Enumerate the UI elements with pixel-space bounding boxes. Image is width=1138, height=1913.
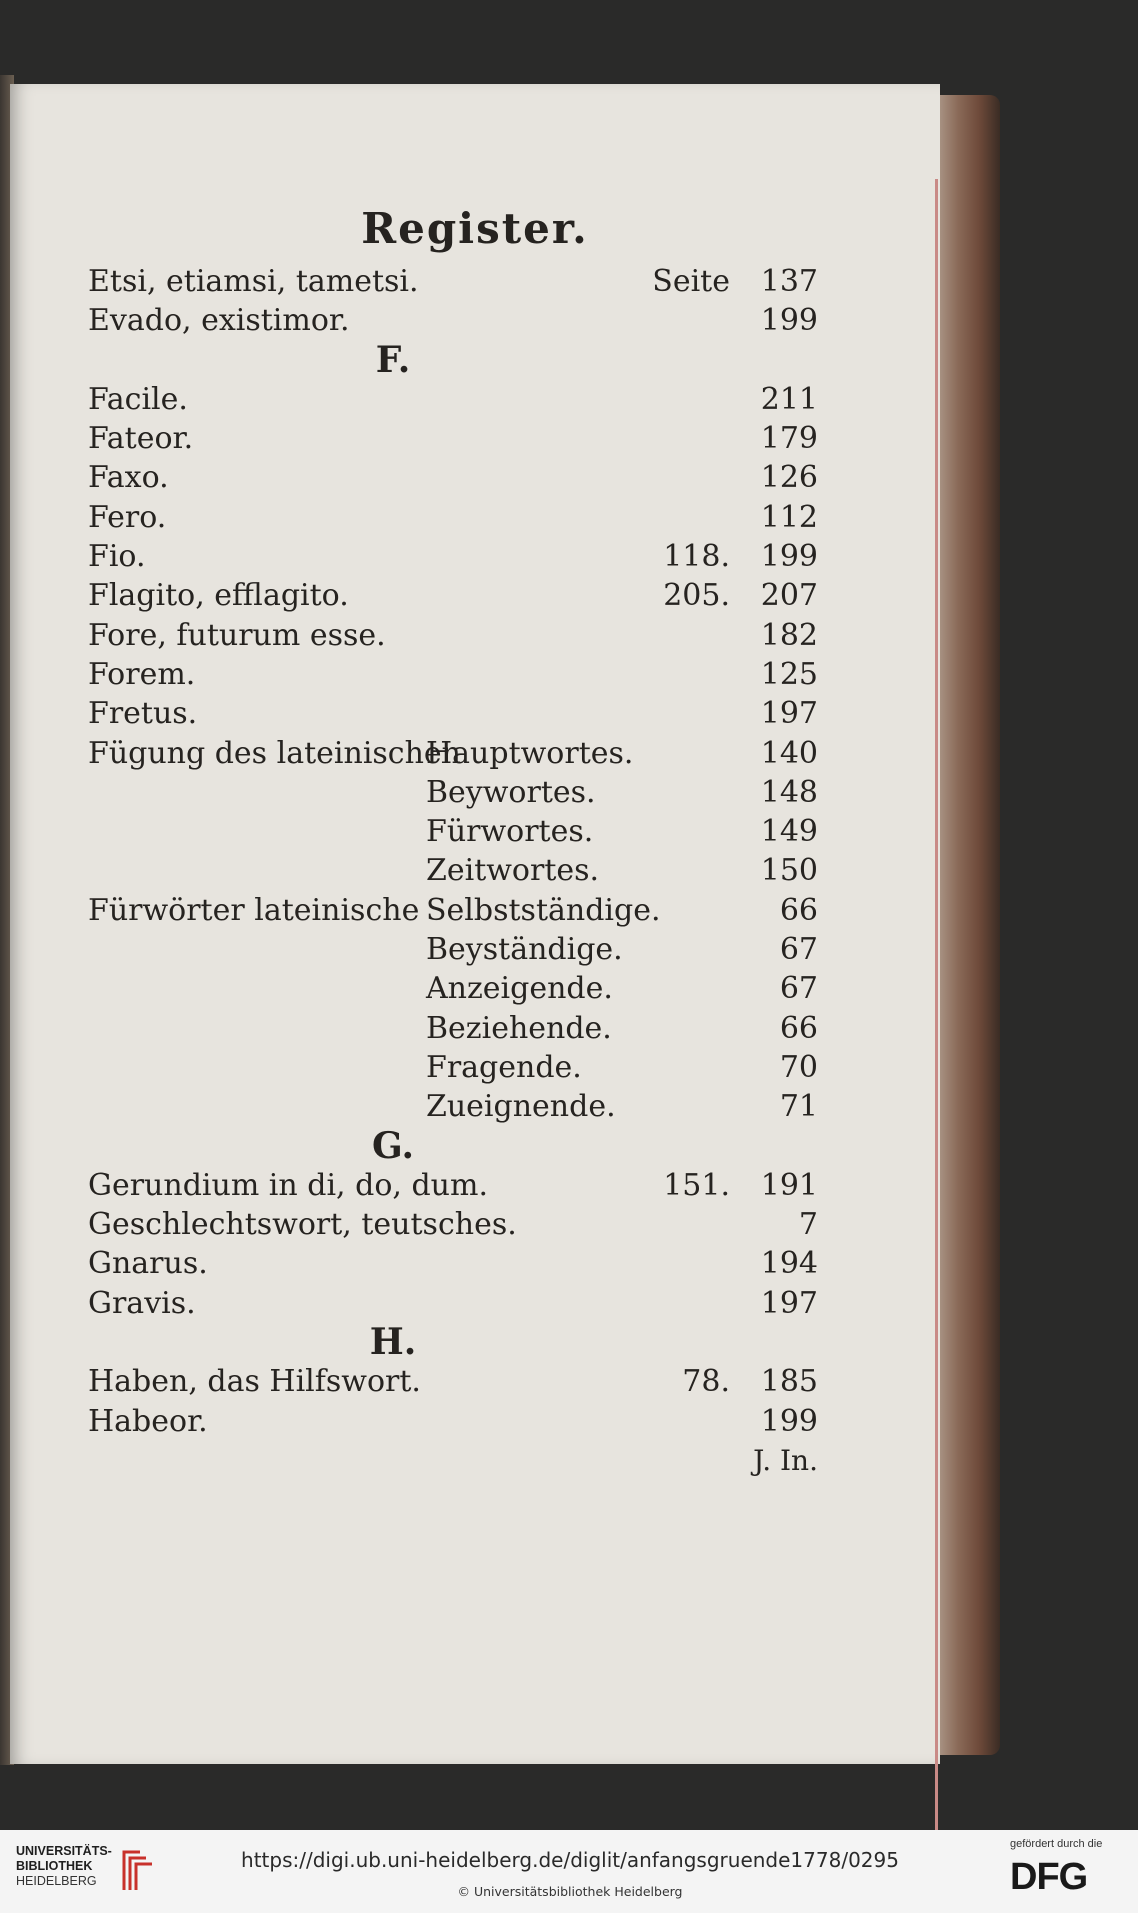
logo-line-1: UNIVERSITÄTS- bbox=[16, 1844, 112, 1858]
register-entry bbox=[88, 734, 818, 773]
entry-subterm: Beywortes. bbox=[426, 774, 596, 810]
entry-page: 67 bbox=[779, 971, 818, 1007]
register-entry bbox=[88, 1362, 818, 1401]
entry-term: Fateor. bbox=[88, 421, 194, 457]
entry-term: Flagito, efflagito. bbox=[88, 578, 349, 614]
catchword: J. In. bbox=[753, 1443, 818, 1477]
register-entry bbox=[88, 930, 818, 969]
entry-page: 211 bbox=[760, 381, 818, 417]
entry-page: 140 bbox=[760, 735, 818, 771]
entry-term: Habeor. bbox=[88, 1403, 208, 1439]
register-entry bbox=[88, 458, 818, 497]
entry-term: Gerundium in di, do, dum. bbox=[88, 1167, 488, 1203]
entry-page: 197 bbox=[760, 696, 818, 732]
section-letter-text: H. bbox=[369, 1321, 417, 1364]
entry-page: 199 bbox=[760, 303, 818, 339]
permalink-url[interactable]: https://digi.ub.uni-heidelberg.de/diglit/anfangsgruende1778/0295 bbox=[241, 1848, 899, 1872]
entry-subterm: Selbstständige. bbox=[426, 892, 661, 928]
footer-bar bbox=[0, 1830, 1138, 1913]
entry-page: 191 bbox=[760, 1167, 818, 1203]
entry-term: Fügung des lateinischen bbox=[88, 735, 462, 771]
copyright-text: © Universitätsbibliothek Heidelberg bbox=[457, 1884, 683, 1899]
entry-page: 67 bbox=[779, 932, 818, 968]
register-entry bbox=[88, 655, 818, 694]
register-entry bbox=[88, 498, 818, 537]
entry-page: 148 bbox=[760, 774, 818, 810]
entry-subterm: Hauptwortes. bbox=[426, 735, 634, 771]
entry-subterm: Fürwortes. bbox=[426, 814, 594, 850]
dfg-logo: DFG bbox=[1010, 1856, 1088, 1898]
register-entry bbox=[88, 1205, 818, 1244]
section-letter-text: F. bbox=[375, 338, 411, 381]
entry-term: Etsi, etiamsi, tametsi. bbox=[88, 264, 419, 299]
register-entry bbox=[88, 694, 818, 733]
logo-line-3: HEIDELBERG bbox=[16, 1874, 97, 1888]
page-title: Register. bbox=[361, 204, 589, 253]
register-entry bbox=[88, 969, 818, 1008]
entry-term: Fero. bbox=[88, 499, 167, 535]
catchword-row bbox=[88, 1441, 818, 1480]
entry-term: Facile. bbox=[88, 381, 188, 417]
entry-term: Forem. bbox=[88, 656, 196, 692]
entry-term: Fürwörter lateinische bbox=[88, 892, 420, 928]
register-entry bbox=[88, 1048, 818, 1087]
entry-page: 112 bbox=[760, 499, 818, 535]
entry-page: 149 bbox=[760, 814, 818, 850]
entry-term: Fio. bbox=[88, 539, 146, 575]
register-entry bbox=[88, 1009, 818, 1048]
entry-page: 194 bbox=[760, 1246, 818, 1282]
register-entry bbox=[88, 419, 818, 458]
register-entry bbox=[88, 301, 818, 340]
entry-page: 150 bbox=[760, 853, 818, 889]
entry-page: 66 bbox=[779, 1010, 818, 1046]
funded-by-label: gefördert durch die bbox=[1010, 1838, 1103, 1850]
logo-line-2: BIBLIOTHEK bbox=[16, 1859, 93, 1873]
entry-term: Fretus. bbox=[88, 696, 198, 732]
register-entry bbox=[88, 1402, 818, 1441]
book-page bbox=[10, 84, 940, 1764]
section-letter bbox=[88, 1323, 818, 1362]
section-letter-text: G. bbox=[372, 1124, 414, 1167]
entry-page: 71 bbox=[779, 1089, 818, 1125]
entry-subterm: Fragende. bbox=[426, 1049, 582, 1085]
entry-term: Gravis. bbox=[88, 1285, 196, 1321]
register-entry bbox=[88, 616, 818, 655]
entry-extra-page: Seite bbox=[652, 264, 730, 299]
page-margin-rule bbox=[935, 179, 938, 1834]
entry-page: 125 bbox=[760, 656, 818, 692]
register-entry bbox=[88, 537, 818, 576]
entry-term: Fore, futurum esse. bbox=[88, 617, 386, 653]
register-entry bbox=[88, 851, 818, 890]
entry-page: 70 bbox=[779, 1049, 818, 1085]
entry-page: 137 bbox=[760, 264, 818, 299]
register-entry bbox=[88, 1284, 818, 1323]
entry-term: Faxo. bbox=[88, 460, 169, 496]
entry-subterm: Zueignende. bbox=[426, 1089, 616, 1125]
entry-page: 197 bbox=[760, 1285, 818, 1321]
section-letter bbox=[88, 1124, 818, 1167]
entry-extra-page: 205. bbox=[663, 578, 730, 614]
register-entry bbox=[88, 812, 818, 851]
entry-subterm: Beyständige. bbox=[426, 932, 623, 968]
entry-page: 199 bbox=[760, 539, 818, 575]
register-entry bbox=[88, 262, 818, 301]
entry-term: Gnarus. bbox=[88, 1246, 208, 1282]
entry-page: 179 bbox=[760, 421, 818, 457]
entry-page: 199 bbox=[760, 1403, 818, 1439]
entry-term: Haben, das Hilfswort. bbox=[88, 1364, 421, 1400]
entry-extra-page: 151. bbox=[663, 1167, 730, 1203]
entry-page: 207 bbox=[760, 578, 818, 614]
entry-extra-page: 78. bbox=[682, 1364, 730, 1400]
entry-page: 7 bbox=[798, 1207, 818, 1243]
entry-subterm: Beziehende. bbox=[426, 1010, 612, 1046]
register-entry bbox=[88, 773, 818, 812]
book-edge bbox=[930, 95, 1000, 1755]
entry-term: Geschlechtswort, teutsches. bbox=[88, 1207, 517, 1243]
register-entry bbox=[88, 576, 818, 615]
entry-page: 66 bbox=[779, 892, 818, 928]
entry-page: 182 bbox=[760, 617, 818, 653]
register-entry bbox=[88, 380, 818, 419]
entry-page: 185 bbox=[760, 1364, 818, 1400]
register-entries bbox=[88, 262, 818, 1480]
entry-extra-page: 118. bbox=[663, 539, 730, 575]
register-entry bbox=[88, 1087, 818, 1126]
entry-page: 126 bbox=[760, 460, 818, 496]
library-logo-icon bbox=[118, 1844, 158, 1894]
entry-term: Evado, existimor. bbox=[88, 303, 350, 339]
entry-subterm: Zeitwortes. bbox=[426, 853, 600, 889]
entry-subterm: Anzeigende. bbox=[426, 971, 613, 1007]
register-entry bbox=[88, 1166, 818, 1205]
library-logo-text bbox=[16, 1844, 112, 1889]
register-entry bbox=[88, 1244, 818, 1283]
section-letter bbox=[88, 338, 818, 381]
register-entry bbox=[88, 891, 818, 930]
